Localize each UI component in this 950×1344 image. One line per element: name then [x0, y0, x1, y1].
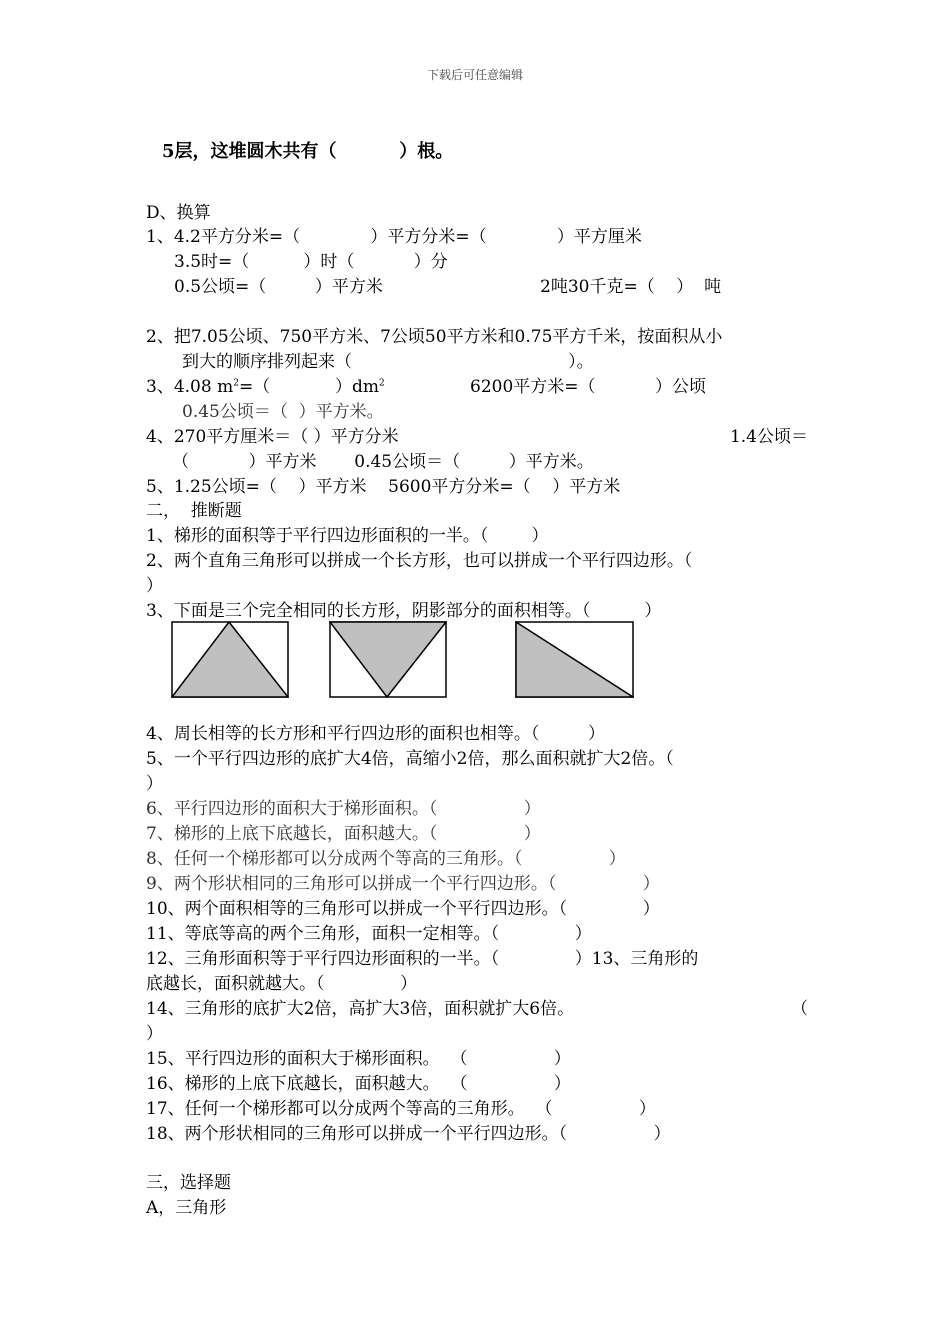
question-d4 — [146, 426, 808, 448]
judge-10: 10、两个面积相等的三角形可以拼成一个平行四边形。（ ） — [146, 899, 660, 919]
question-d3-b: 6200平方米=（ ）公顷 — [470, 377, 706, 397]
judge-11: 11、等底等高的两个三角形，面积一定相等。（ ） — [146, 924, 592, 944]
judge-5-end: ） — [146, 774, 163, 794]
judge-14-end: ） — [146, 1024, 163, 1044]
judge-6: 6、平行四边形的面积大于梯形面积。（ ） — [146, 799, 541, 819]
question-d4-b: （ ）平方米 0.45公顷＝（ ）平方米。 — [172, 452, 594, 472]
judge-3: 3、下面是三个完全相同的长方形，阴影部分的面积相等。（ ） — [146, 601, 662, 621]
judge-8: 8、任何一个梯形都可以分成两个等高的三角形。（ ） — [146, 849, 626, 869]
judge-2: 2、两个直角三角形可以拼成一个长方形，也可以拼成一个平行四边形。（ — [146, 551, 693, 571]
judge-9: 9、两个形状相同的三角形可以拼成一个平行四边形。（ ） — [146, 874, 660, 894]
question-d4-part1: 4、270平方厘米＝（ ）平方分米 — [146, 427, 399, 447]
question-d1-c: 0.5公顷=（ ）平方米 — [174, 277, 383, 297]
question-d1-d: 2吨30千克=（ ） 吨 — [540, 277, 722, 297]
question-d5: 5、1.25公顷=（ ）平方米 5600平方分米=（ ）平方米 — [146, 477, 621, 497]
judge-2-end: ） — [146, 576, 163, 596]
judge-14-paren: （ — [791, 999, 808, 1019]
judge-18: 18、两个形状相同的三角形可以拼成一个平行四边形。（ ） — [146, 1124, 671, 1144]
superscript-2: 2 — [233, 378, 239, 389]
judge-13-end: 底越长，面积就越大。（ ） — [146, 974, 418, 994]
section-3a-title: A，三角形 — [146, 1198, 227, 1218]
question-d2-b: 到大的顺序排列起来（ ）。 — [182, 352, 594, 372]
question-d1-b: 3.5时=（ ）时（ ）分 — [174, 252, 448, 272]
judge-17: 17、任何一个梯形都可以分成两个等高的三角形。 （ ） — [146, 1099, 656, 1119]
question-d2: 2、把7.05公顷、750平方米、7公顷50平方米和0.75平方千米，按面积从小 — [146, 327, 723, 347]
section-d-title: D、换算 — [146, 203, 211, 223]
judge-14-text: 14、三角形的底扩大2倍，高扩大3倍，面积就扩大6倍。 — [146, 999, 575, 1019]
rectangle-figure-3 — [515, 621, 634, 699]
section-2-title: 二， 推断题 — [146, 501, 242, 521]
section-3-title: 三，选择题 — [146, 1173, 231, 1193]
judge-12-13: 12、三角形面积等于平行四边形面积的一半。（ ）13、三角形的 — [146, 949, 699, 969]
line-1: 5层，这堆圆木共有（ ）根。 — [162, 141, 454, 162]
judge-15: 15、平行四边形的面积大于梯形面积。 （ ） — [146, 1049, 571, 1069]
question-d1: 1、4.2平方分米=（ ）平方分米=（ ）平方厘米 — [146, 227, 642, 247]
judge-4: 4、周长相等的长方形和平行四边形的面积也相等。（ ） — [146, 724, 605, 744]
page-header: 下载后可任意编辑 — [426, 68, 523, 82]
question-d3-c: 0.45公顷＝（ ）平方米。 — [182, 402, 384, 422]
superscript-2b: 2 — [379, 378, 385, 389]
question-d3-part2: =（ ）dm — [238, 377, 380, 397]
judge-5: 5、一个平行四边形的底扩大4倍，高缩小2倍，那么面积就扩大2倍。（ — [146, 749, 674, 769]
judge-16: 16、梯形的上底下底越长，面积越大。 （ ） — [146, 1074, 571, 1094]
judge-1: 1、梯形的面积等于平行四边形面积的一半。（ ） — [146, 526, 549, 546]
question-d4-part2: 1.4公顷＝ — [729, 427, 808, 447]
rectangle-figure-2 — [329, 621, 447, 699]
judge-7: 7、梯形的上底下底越长，面积越大。（ ） — [146, 824, 541, 844]
question-d3-part1: 3、4.08 m — [146, 377, 234, 397]
judge-14 — [146, 998, 808, 1020]
rectangle-figure-1 — [171, 621, 289, 699]
question-d3 — [146, 376, 385, 398]
